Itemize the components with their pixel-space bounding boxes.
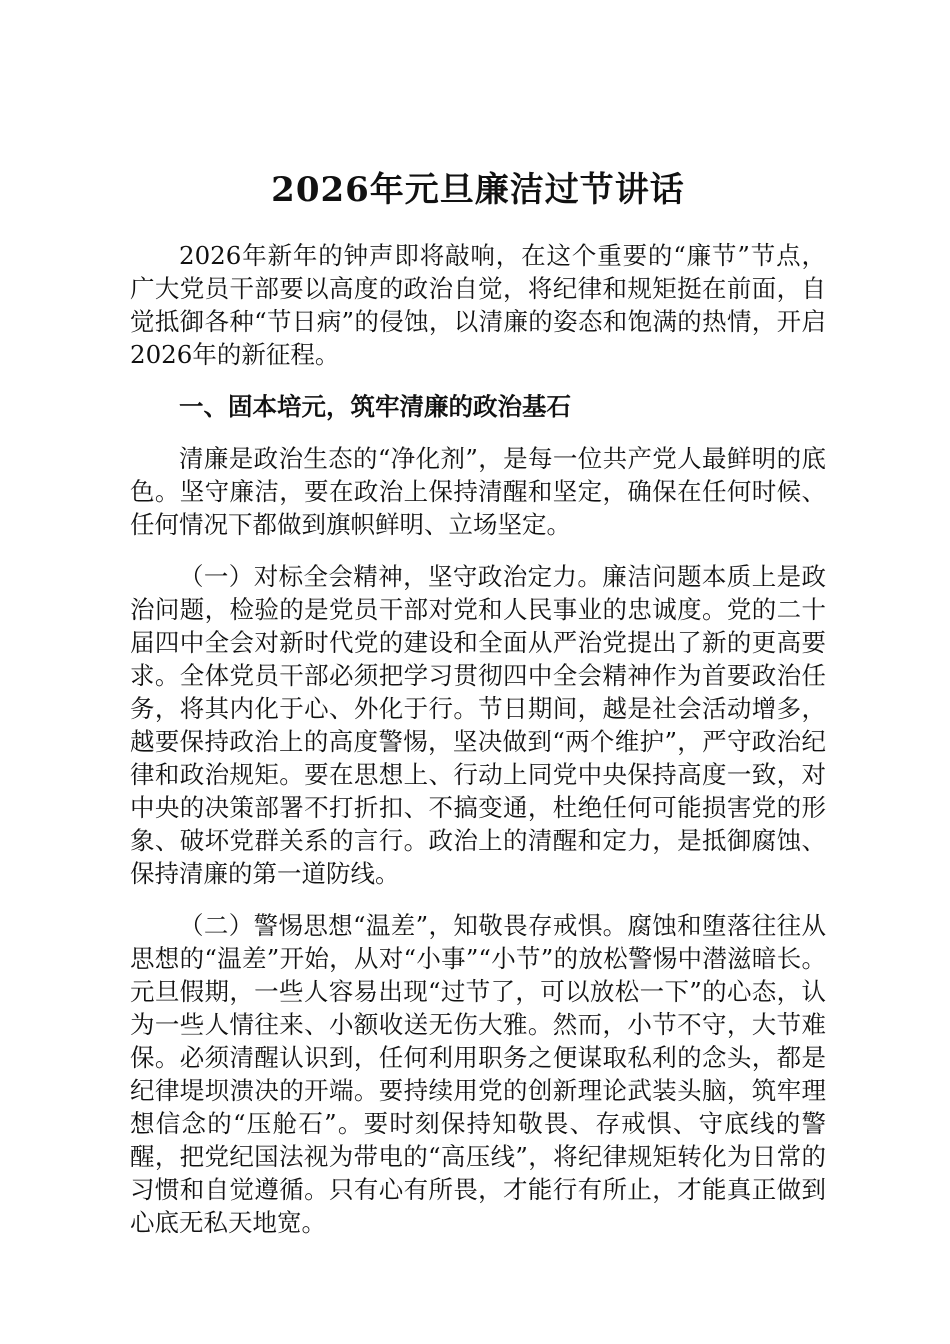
section-heading-1: 一、固本培元，筑牢清廉的政治基石 (179, 392, 571, 421)
body-paragraph-3: （二）警惕思想“温差”，知敬畏存戒惧。腐蚀和堕落往往从思想的“温差”开始，从对“小事”“小节”的放松警惕中潜滋暗长。元旦假期，一些人容易出现“过节了，可以放松一下”的心态，认为一些人情往来、小额收送无伤大雅。然而，小节不守，大节难保。必须清醒认识到，任何利用职务之便谋取私利的念头，都是纪律堤坝溃决的开端。要持续用党的创新理论武装头脑，筑牢理想信念的“压舱石”。要时刻保持知敬畏、存戒惧、守底线的警醒，把党纪国法视为带电的“高压线”，将纪律规矩转化为日常的习惯和自觉遵循。只有心有所畏，才能行有所止，才能真正做到心底无私天地宽。 (130, 911, 826, 1237)
intro-paragraph: 2026年新年的钟声即将敲响，在这个重要的“廉节”节点，广大党员干部要以高度的政治自觉，将纪律和规矩挺在前面，自觉抵御各种“节日病”的侵蚀，以清廉的姿态和饱满的热情，开启2026年的新征程。 (130, 241, 826, 369)
document-page (130, 168, 826, 1239)
body-paragraph-2: （一）对标全会精神，坚守政治定力。廉洁问题本质上是政治问题，检验的是党员干部对党和人民事业的忠诚度。党的二十届四中全会对新时代党的建设和全面从严治党提出了新的更高要求。全体党员干部必须把学习贯彻四中全会精神作为首要政治任务，将其内化于心、外化于行。节日期间，越是社会活动增多，越要保持政治上的高度警惕，坚决做到“两个维护”，严守政治纪律和政治规矩。要在思想上、行动上同党中央保持高度一致，对中央的决策部署不打折扣、不搞变通，杜绝任何可能损害党的形象、破坏党群关系的言行。政治上的清醒和定力，是抵御腐蚀、保持清廉的第一道防线。 (130, 562, 826, 888)
body-paragraph-1: 清廉是政治生态的“净化剂”，是每一位共产党人最鲜明的底色。坚守廉洁，要在政治上保持清醒和坚定，确保在任何时候、任何情况下都做到旗帜鲜明、立场坚定。 (130, 444, 826, 539)
document-title: 2026年元旦廉洁过节讲话 (271, 170, 685, 210)
